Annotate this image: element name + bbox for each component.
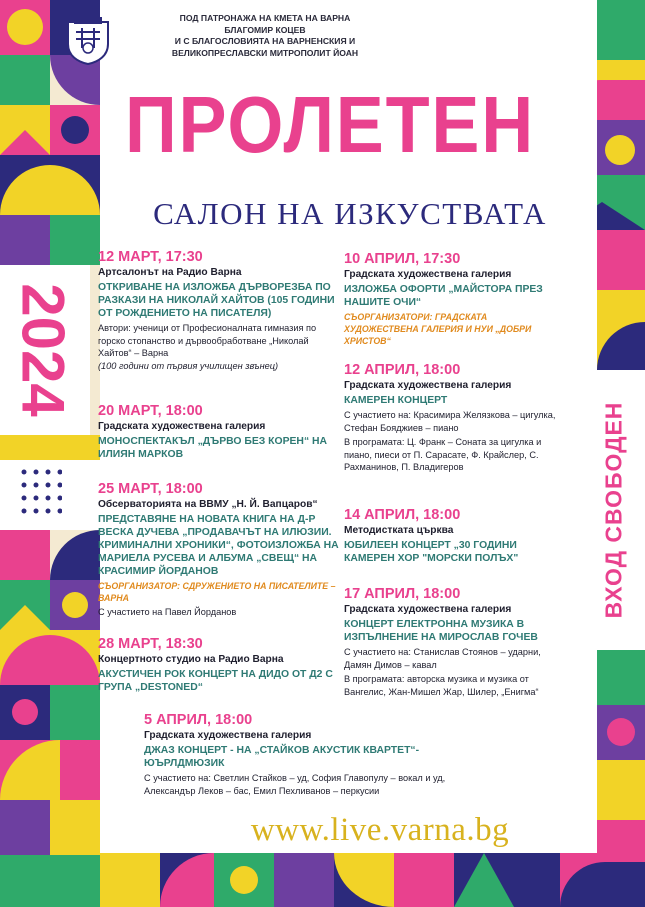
event-venue: Градската художествена галерия	[344, 380, 512, 391]
event-headline: МОНОСПЕКТАКЪЛ „ДЪРВО БЕЗ КОРЕН“ НА ИЛИЯН МАРКОВ	[98, 436, 328, 460]
event-venue: Градската художествена галерия	[98, 421, 266, 432]
event-venue: Градската художествена галерия	[344, 604, 512, 615]
event-venue: Артсалонът на Радио Варна	[98, 267, 242, 278]
free-entry-vertical: ВХОД СВОБОДЕН	[600, 401, 627, 619]
event-headline: КАМЕРЕН КОНЦЕРТ	[344, 395, 448, 406]
event-5-april	[144, 711, 489, 797]
patronage-text: ПОД ПАТРОНАЖА НА КМЕТА НА ВАРНА БЛАГОМИР КОЦЕВ И С БЛАГОСЛОВИЯТА НА ВАРНЕНСКИЯ И ВЕЛИКОПРЕСЛАВСКИ МИТРОПОЛИТ ЙОАН	[171, 13, 359, 58]
year-vertical: 2024	[9, 283, 77, 417]
event-headline: ОТКРИВАНЕ НА ИЗЛОЖБА ДЪРВОРЕЗБА ПО РАЗКАЗИ НА НИКОЛАЙ ХАЙТОВ (105 ГОДИНИ ОТ РОЖДЕНИЕТО НА ПИСАТЕЛЯ)	[98, 282, 335, 319]
event-date: 5 АПРИЛ, 18:00	[144, 712, 253, 728]
event-date: 17 АПРИЛ, 18:00	[344, 586, 461, 602]
event-venue: Градската художествена галерия	[144, 730, 312, 741]
event-date: 12 МАРТ, 17:30	[98, 249, 203, 265]
event-note: С участието на: Красимира Желязкова – цигулка, Стефан Бояджиев – пиано	[344, 410, 556, 433]
event-program: В програмата: авторска музика и музика от Вангелис, Жан-Мишел Жар, Шилер, „Енигма“	[344, 674, 539, 697]
event-program: В програмата: Ц. Франк – Соната за цигулка и пиано, пиеси от П. Сарасате, Ф. Крайслер, С. Рахманинов, П. Владигеров	[344, 437, 542, 472]
event-headline: ДЖАЗ КОНЦЕРТ - НА „СТАЙКОВ АКУСТИК КВАРТЕТ“- ЮЪРЛДМЮЗИК	[144, 745, 420, 769]
event-coorganizer: СЪОРГАНИЗАТОР: СДРУЖЕНИЕТО НА ПИСАТЕЛИТЕ – ВАРНА	[98, 581, 336, 603]
event-note: Автори: ученици от Професионалната гимназия по горско стопанство и дървообработване „Николай Хайтов“ – Варна (100 години от първия училищен звънец)	[98, 323, 317, 371]
event-headline: КОНЦЕРТ ЕЛЕКТРОННА МУЗИКА В ИЗПЪЛНЕНИЕ НА МИРОСЛАВ ГОЧЕВ	[344, 619, 538, 643]
poster-subtitle: САЛОН НА ИЗКУСТВАТА	[153, 196, 547, 231]
event-headline: АКУСТИЧЕН РОК КОНЦЕРТ НА ДИДО ОТ Д2 С ГРУПА „DESTONED“	[98, 669, 333, 693]
event-note: С участието на: Станислав Стоянов – ударни, Дамян Димов – кавал	[344, 647, 541, 670]
event-28-march	[98, 635, 343, 694]
event-venue: Градската художествена галерия	[344, 269, 512, 280]
event-note: С участието на Павел Йорданов	[98, 607, 237, 617]
website-link[interactable]: www.live.varna.bg	[250, 812, 510, 848]
event-venue: Обсерваторията на ВВМУ „Н. Й. Вапцаров“	[98, 499, 318, 510]
event-headline: ЮБИЛЕЕН КОНЦЕРТ „30 ГОДИНИ КАМЕРЕН ХОР "МОРСКИ ПОЛЪХ"	[344, 540, 519, 564]
event-14-april	[344, 506, 564, 565]
varna-coat-of-arms-icon	[62, 14, 114, 66]
event-headline: ИЗЛОЖБА ОФОРТИ „МАЙСТОРА ПРЕЗ НАШИТЕ ОЧИ“	[344, 284, 543, 308]
event-date: 20 МАРТ, 18:00	[98, 403, 203, 419]
event-date: 12 АПРИЛ, 18:00	[344, 362, 461, 378]
event-date: 14 АПРИЛ, 18:00	[344, 507, 461, 523]
event-note: С участието на: Светлин Стайков – уд, София Главопулу – вокал и уд, Александър Леков – бас, Емил Пехливанов – перкусии	[144, 773, 446, 796]
event-20-march	[98, 402, 343, 461]
event-date: 25 МАРТ, 18:00	[98, 481, 203, 497]
event-date: 10 АПРИЛ, 17:30	[344, 251, 461, 267]
poster-title: ПРОЛЕТЕН	[125, 80, 535, 169]
event-headline: ПРЕДСТАВЯНЕ НА НОВАТА КНИГА НА Д-Р ВЕСКА ДУЧЕВА „ПРОДАВАЧЪТ НА ИЛЮЗИИ. КРИМИНАЛНИ ХРОНИКИ“, ФОТОИЗЛОЖБА НА МАРИЕЛА РУСЕВА И АЛБУМА „СВЕЩ“ НА КРАСИМИР ЙОРДАНОВ	[98, 514, 339, 577]
event-17-april	[344, 585, 566, 698]
event-date: 28 МАРТ, 18:30	[98, 636, 203, 652]
event-coorganizer: СЪОРГАНИЗАТОРИ: ГРАДСКАТА ХУДОЖЕСТВЕНА ГАЛЕРИЯ И НУИ „ДОБРИ ХРИСТОВ“	[344, 312, 532, 346]
event-12-april	[344, 361, 564, 474]
event-10-april	[344, 250, 564, 347]
event-12-march	[98, 248, 343, 372]
event-venue: Методистката църква	[344, 525, 454, 536]
dot-grid-decoration	[20, 468, 62, 523]
event-25-march	[98, 480, 343, 619]
event-venue: Концертното студио на Радио Варна	[98, 654, 284, 665]
